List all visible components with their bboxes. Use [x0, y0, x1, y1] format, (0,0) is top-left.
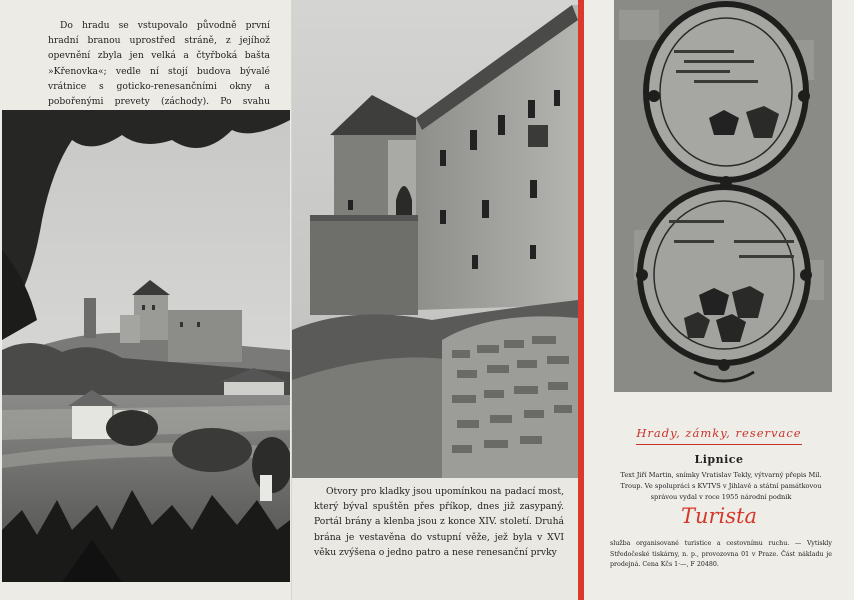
intro-paragraph: Do hradu se vstupovalo původně první hradní branou uprostřed stráně, z jejíhož opevnění zbyla jen velká a čtyřboká bašta »Křenovka«; vedle ní stojí budova bývalé vrátnice s goticko-renesančními okny a pobořenými prevety (záchody). Po svahu: [48, 20, 270, 108]
right-panel: [584, 0, 854, 600]
series-underline: [636, 444, 802, 445]
series-title: Hrady, zámky, reservace: [636, 426, 802, 440]
brochure-title: Lipnice: [694, 453, 744, 466]
left-panel: [0, 0, 292, 600]
publisher-text: služba organisované turistice a cestovnímu ruchu. — Vytiskly Středočeské tiskárny, n. p., provozovna 01 v Praze. Část nákladu je prodejná. Cena Kčs 1·—, F 20480.: [610, 540, 832, 568]
middle-panel: [292, 0, 584, 600]
turista-logo: Turista: [680, 504, 758, 528]
credits-text: Text Jiří Martin, snímky Vratislav Tekly, výtvarný přepis Mil. Troup. Ve spolupráci s KVTVS v Jihlavě a státní památkovou správou vydal v roce 1955 národní podnik: [620, 471, 822, 501]
castle-tower-photo: [292, 0, 578, 478]
castle-landscape-photo: [2, 110, 290, 582]
heraldic-mural-photo: [614, 0, 832, 392]
gate-caption: Otvory pro kladky jsou upomínkou na padací most, který býval spuštěn přes příkop, dnes již zasypaný. Portál brány a klenba jsou z konce XIV. století. Druhá brána je vestavěna do vstupní věže, jež byla v XVI věku zvýšena o jedno patro a nese renesanční prvky: [314, 486, 564, 558]
